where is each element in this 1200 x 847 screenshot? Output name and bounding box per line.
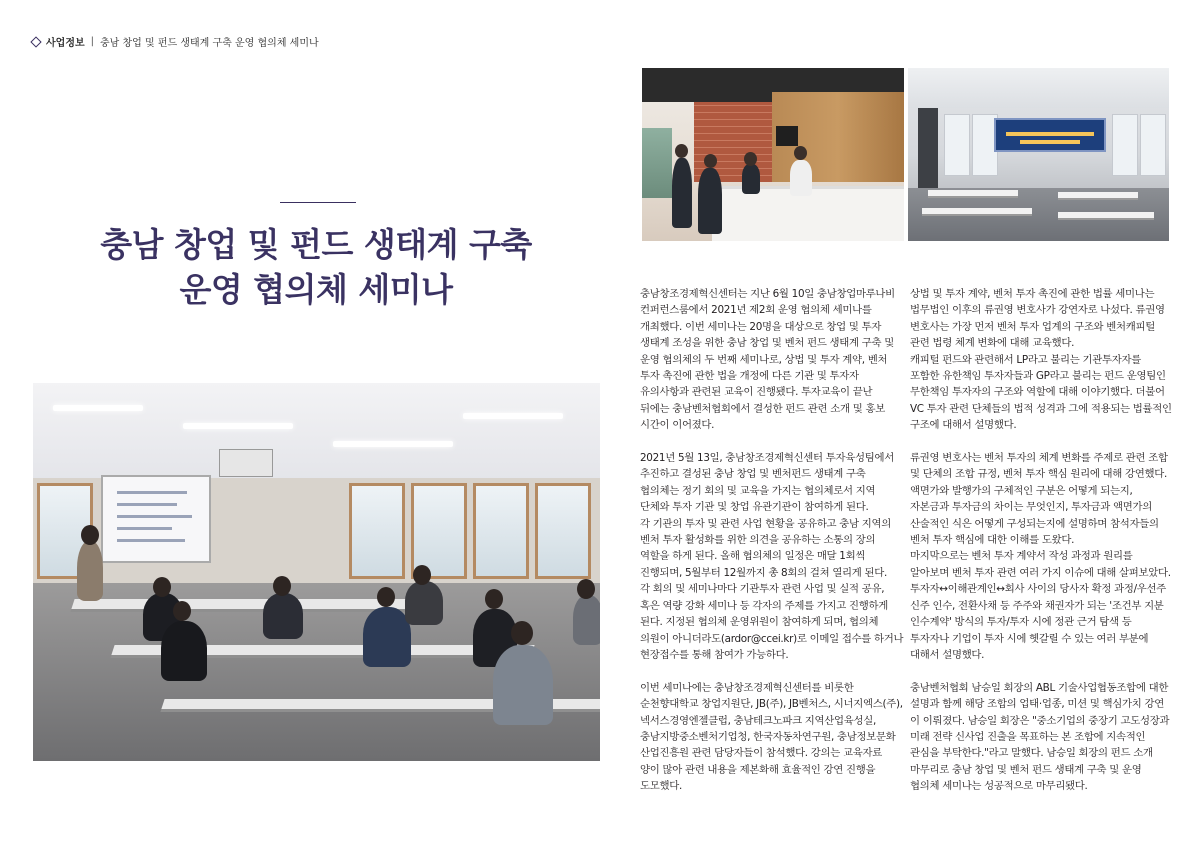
article-column-2 [910,286,1172,795]
desk [1058,212,1154,218]
text-line: 법무법인 이후의 류권영 변호사가 강연자로 나섰다. 류권영 [910,304,1165,317]
title-rule [280,202,356,203]
ceiling-light [333,441,453,447]
speaker [77,541,103,601]
person-head [675,144,688,158]
text-line: 협의체는 정기 회의 및 교육을 가지는 협의체로서 지역 [640,484,876,497]
attendee [573,595,600,645]
window [473,483,529,579]
text-line: 양이 많아 관련 내용을 제본화해 효율적인 강연 진행을 [640,763,876,776]
attendee [363,607,411,667]
text-line: 생태계 조성을 위한 충남 창업 및 벤처 펀드 생태계 구축 및 [640,337,894,350]
text-line: 산업진흥원 관련 담당자들이 참석했다. 강의는 교육자료 [640,747,882,760]
speaker-head [81,525,99,545]
lounge-photo [642,68,904,241]
attendee [493,645,553,725]
window [1140,114,1166,176]
text-line: 충남지방중소벤처기업청, 한국자동차연구원, 충남정보문화 [640,730,896,743]
projector [219,449,273,477]
text-line: 2021년 5월 13일, 충남창조경제혁신센터 투자육성팀에서 [640,452,894,465]
desk [1058,192,1138,198]
text-line: 인수계약' 방식의 투자/투자 시에 정관 근거 탐색 등 [910,616,1132,629]
lounge-wall-art [642,128,672,198]
text-line: 컨퍼런스룸에서 2021년 제2회 운영 협의체 세미나를 [640,304,872,317]
person [698,168,722,234]
text-line: 뒤에는 충남벤처협회에서 결성한 펀드 관련 소개 및 홍보 [640,402,885,415]
article-title-line-2: 운영 협의체 세미나 [179,270,453,309]
paragraph [910,680,1172,795]
pillar [918,108,938,198]
text-line: 벤처 투자 핵심에 대한 이해를 도왔다. [910,534,1075,547]
text-line: 류권영 변호사는 벤처 투자의 체계 변화를 주제로 관련 조합 [910,452,1168,465]
window [1112,114,1138,176]
text-line: 투자자나 기업이 투자 시에 헷갈릴 수 있는 여러 부분에 [910,632,1149,645]
window [535,483,591,579]
person-head [744,152,757,166]
text-line: 각 회의 및 세미나마다 기관투자 관련 사업 및 실적 공유, [640,583,885,596]
text-line: 순천향대학교 창업지원단, JB(주), JB벤처스, 시너지엑스(주), [640,698,903,711]
conference-room-photo [908,68,1169,241]
person [790,160,812,196]
text-line: 운영 협의체의 두 번째 세미나로, 상법 및 투자 계약, 벤처 [640,353,888,366]
attendee-head [273,576,291,596]
person [742,164,760,194]
paragraph [910,450,1172,663]
text-line: 산술적인 식은 어떻게 구성되는지에 설명하며 참석자들의 [910,517,1159,530]
text-line: 충남창조경제혁신센터는 지난 6월 10일 충남창업마루나비 [640,288,895,300]
text-line: 진행되며, 5월부터 12월까지 총 8회의 걸쳐 열리게 된다. [640,566,888,579]
text-line: 혹은 역량 강화 세미나 등 각자의 주제를 가지고 진행하게 [640,599,888,612]
text-line: 도모했다. [640,780,682,793]
header-section: 사업정보 [46,38,85,49]
text-line: 관련 법령 체계 변화에 대해 교육했다. [910,337,1075,350]
article-column-1 [640,286,902,795]
attendee-head [377,587,395,607]
ceiling-light [183,423,293,429]
text-line: 단체와 투자 기관 및 창업 유관기관이 참여하게 된다. [640,501,869,514]
text-line: 마무리로 충남 창업 및 벤처 펀드 생태계 구축 및 운영 [910,763,1142,776]
text-line: 추진하고 결성된 충남 창업 및 벤처펀드 생태계 구축 [640,468,866,481]
text-line: 현장접수를 통해 참여가 가능하다. [640,648,789,661]
text-line: 대해서 설명했다. [910,648,985,661]
seminar-photo [33,383,600,761]
presentation-screen [101,475,211,563]
attendee-head [577,579,595,599]
text-line: 무한책임 투자자의 구조와 역할에 대해 이야기했다. 더불어 [910,386,1165,399]
text-line: 상법 및 투자 계약, 벤처 투자 촉진에 관한 법률 세미나는 [910,288,1155,300]
text-line: VC 투자 관련 단체들의 법적 성격과 그에 적용되는 법률적인 [910,402,1172,415]
attendee [405,581,443,625]
header-separator: | [90,36,95,47]
page-header [32,34,319,49]
text-line: 된다. 지정된 협의체 운영위원이 참여하게 되며, 협의체 [640,616,879,629]
attendee-head [485,589,503,609]
attendee-head [153,577,171,597]
text-line: 유의사항과 관련된 교육이 진행됐다. 투자교육이 끝난 [640,386,873,399]
logo-sign [776,126,798,146]
attendee-head [511,621,533,645]
ceiling-light [463,413,563,419]
article-title-line-1: 충남 창업 및 펀드 생태계 구축 [100,225,532,264]
diamond-icon [30,36,41,47]
window [349,483,405,579]
text-line: 캐피털 펀드와 관련해서 LP라고 불리는 기관투자자를 [910,353,1141,366]
person [672,158,692,228]
text-line: 변호사는 가장 먼저 벤처 투자 업계의 구조와 벤처캐피털 [910,320,1155,333]
text-line: 자본금과 투자금의 차이는 무엇인지, 투자금과 액면가의 [910,501,1152,514]
attendee-head [173,601,191,621]
desk [928,190,1018,196]
text-line: 액면가와 발행가의 구체적인 구분은 어떻게 되는지, [910,484,1133,497]
person-head [704,154,717,168]
window [944,114,970,176]
text-line: 설명과 함께 해당 조합의 업태·업종, 미션 및 핵심가치 강연 [910,698,1164,711]
header-title: 충남 창업 및 펀드 생태계 구축 운영 협의체 세미나 [100,38,319,49]
text-line: 역할을 하게 된다. 올해 협의체의 일정은 매달 1회씩 [640,550,866,563]
desk [922,208,1032,214]
text-line: 투자자↔이해관계인↔회사 사이의 당사자 확정 과정/우선주 [910,583,1166,596]
text-line: 투자 촉진에 관한 법을 개정에 다른 기관 및 투자자 [640,370,859,383]
text-line: 미래 전략 신사업 진출을 목표하는 본 조합에 지속적인 [910,730,1146,743]
article-title [32,222,600,312]
text-line: 및 단체의 조합 규정, 벤처 투자 핵심 원리에 대해 강연했다. [910,468,1167,481]
text-line: 이번 세미나에는 충남창조경제혁신센터를 비롯한 [640,681,854,694]
ceiling-light [53,405,143,411]
text-line: 협의체 세미나는 성공적으로 마무리됐다. [910,780,1088,793]
text-line: 관심을 부탁한다."라고 말했다. 남승일 회장의 펀드 소개 [910,747,1153,760]
text-line: 신주 인수, 전환사채 등 주주와 채권자가 되는 '조건부 지분 [910,599,1164,612]
paragraph [640,450,902,663]
text-line: 알아보며 벤처 투자 관련 여러 가지 이슈에 대해 살펴보았다. [910,566,1171,579]
person-head [794,146,807,160]
seminar-banner-screen [994,118,1106,152]
text-line: 넥서스경영엔젤클럽, 충남테크노파크 지역산업육성실, [640,714,876,727]
text-line: 의원이 아니더라도(ardor@ccei.kr)로 이메일 접수를 하거나 [640,632,904,645]
paragraph [910,286,1172,434]
paragraph [640,680,902,795]
text-line: 마지막으로는 벤처 투자 계약서 작성 과정과 원리를 [910,550,1133,563]
text-line: 벤처 투자 활성화를 위한 의견을 공유하는 소통의 장의 [640,534,876,547]
text-line: 구조에 대해서 설명했다. [910,419,1017,432]
text-line: 개최했다. 이번 세미나는 20명을 대상으로 창업 및 투자 [640,320,882,333]
text-line: 이 이뤄졌다. 남승일 회장은 "중소기업의 중장기 고도성장과 [910,714,1170,727]
text-line: 충남벤처협회 남승일 회장의 ABL 기술사업협동조합에 대한 [910,681,1169,694]
paragraph [640,286,902,434]
text-line: 각 기관의 투자 및 관련 사업 현황을 공유하고 충남 지역의 [640,517,891,530]
room-ceiling [908,68,1169,108]
text-line: 시간이 이어졌다. [640,419,715,432]
attendee [161,621,207,681]
attendee [263,593,303,639]
text-line: 포함한 유한책임 투자자들과 GP라고 불리는 펀드 운영팀인 [910,370,1166,383]
attendee-head [413,565,431,585]
